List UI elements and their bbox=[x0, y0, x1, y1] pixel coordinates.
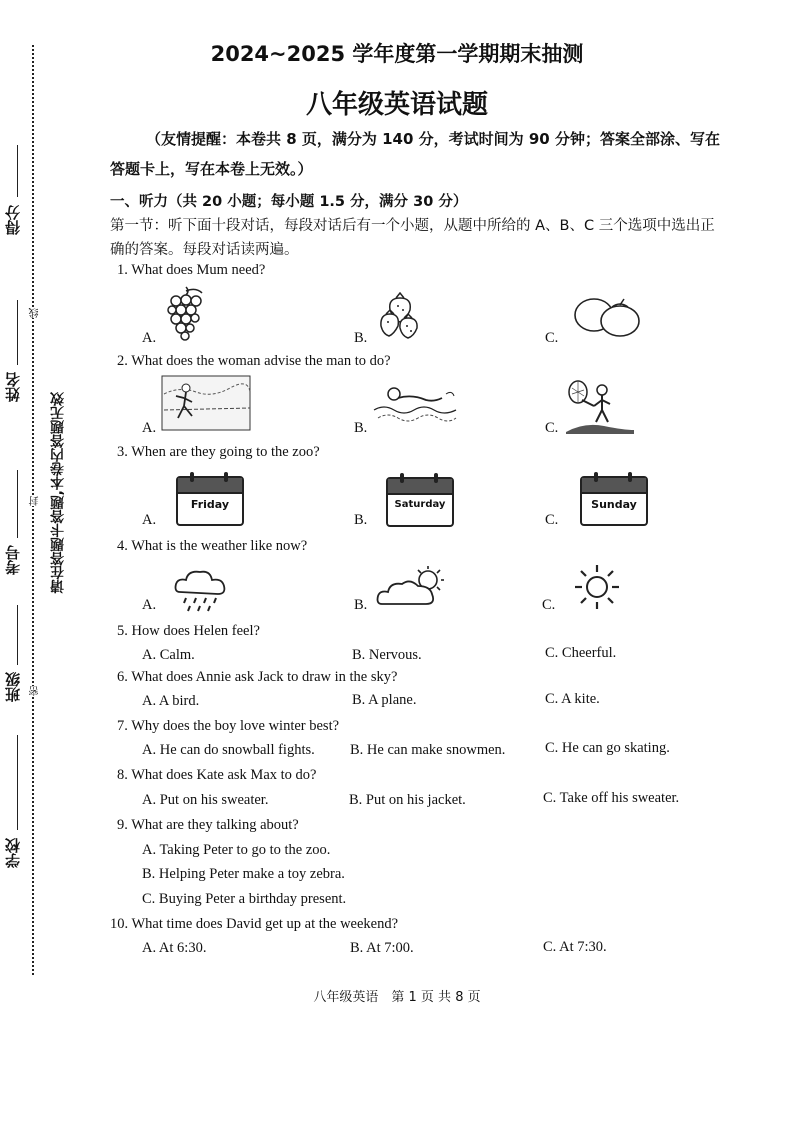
q6-option-b: B. A plane. bbox=[352, 692, 417, 708]
sun-icon bbox=[570, 562, 624, 612]
partly-cloudy-icon bbox=[376, 564, 448, 610]
q5-option-a: A. Calm. bbox=[142, 647, 195, 663]
question-5: 5. How does Helen feel? bbox=[117, 623, 260, 639]
class-label: 班级 bbox=[4, 672, 22, 702]
q8-option-a: A. Put on his sweater. bbox=[142, 792, 269, 808]
q3-option-b-label: B. bbox=[354, 512, 368, 528]
q1-option-a-label: A. bbox=[142, 330, 157, 346]
question-8: 8. What does Kate ask Max to do? bbox=[117, 767, 317, 783]
question-7: 7. Why does the boy love winter best? bbox=[117, 718, 340, 734]
name-line bbox=[17, 300, 18, 365]
q5-option-b: B. Nervous. bbox=[352, 647, 422, 663]
calendar-day-sunday: Sunday bbox=[591, 498, 637, 511]
q5-option-c: C. Cheerful. bbox=[545, 645, 617, 661]
question-1: 1. What does Mum need? bbox=[117, 262, 266, 278]
line-mark: 线 bbox=[30, 308, 41, 318]
q9-option-a: A. Taking Peter to go to the zoo. bbox=[142, 842, 331, 858]
score-line bbox=[17, 145, 18, 197]
rain-cloud-icon bbox=[172, 566, 228, 614]
question-4: 4. What is the weather like now? bbox=[117, 538, 308, 554]
exam-subtitle: 八年级英语试题 bbox=[305, 90, 488, 120]
q9-option-b: B. Helping Peter make a toy zebra. bbox=[142, 866, 345, 882]
warning-text: 请在答题卡答题,本卷内答题无效 bbox=[50, 392, 66, 594]
exam-title: 2024~2025 学年度第一学期期末抽测 bbox=[210, 42, 584, 66]
question-2: 2. What does the woman advise the man to do? bbox=[117, 353, 391, 369]
school-line bbox=[17, 735, 18, 830]
q9-option-c: C. Buying Peter a birthday present. bbox=[142, 891, 347, 907]
q10-option-b: B. At 7:00. bbox=[350, 940, 414, 956]
exam-no-label: 考号 bbox=[4, 545, 22, 575]
q3-option-a-label: A. bbox=[142, 512, 157, 528]
question-6: 6. What does Annie ask Jack to draw in the sky? bbox=[117, 669, 398, 685]
class-line bbox=[17, 605, 18, 665]
exam-no-line bbox=[17, 470, 18, 538]
q4-option-a-label: A. bbox=[142, 597, 157, 613]
q6-option-a: A. A bird. bbox=[142, 693, 200, 709]
calendar-saturday-icon bbox=[386, 477, 454, 527]
q4-option-b-label: B. bbox=[354, 597, 368, 613]
q10-option-a: A. At 6:30. bbox=[142, 940, 207, 956]
strawberries-icon bbox=[378, 292, 422, 340]
q6-option-c: C. A kite. bbox=[545, 691, 600, 707]
q8-option-c: C. Take off his sweater. bbox=[543, 790, 680, 806]
calendar-sunday-icon bbox=[580, 476, 648, 526]
q7-option-c: C. He can go skating. bbox=[545, 740, 670, 756]
q7-option-a: A. He can do snowball fights. bbox=[142, 742, 315, 758]
binding-dotted-line bbox=[32, 45, 34, 975]
calendar-day-friday: Friday bbox=[190, 498, 230, 511]
q1-option-b-label: B. bbox=[354, 330, 368, 346]
calendar-friday-icon bbox=[176, 476, 244, 526]
running-icon bbox=[160, 374, 252, 432]
q1-option-c-label: C. bbox=[545, 330, 559, 346]
tomatoes-icon bbox=[572, 295, 644, 339]
part1-instructions: 第一节：听下面十段对话，每段对话后有一个小题，从题中所给的 A、B、C 三个选项中选出正确的答案。每段对话读两遍。 bbox=[110, 218, 715, 258]
q2-option-a-label: A. bbox=[142, 420, 157, 436]
question-3: 3. When are they going to the zoo? bbox=[117, 444, 320, 460]
q7-option-b: B. He can make snowmen. bbox=[350, 742, 506, 758]
swimming-icon bbox=[372, 384, 458, 428]
q8-option-b: B. Put on his jacket. bbox=[349, 792, 466, 808]
q2-option-c-label: C. bbox=[545, 420, 559, 436]
tennis-icon bbox=[564, 378, 636, 434]
close-mark: 密 bbox=[30, 686, 41, 696]
question-10: 10. What time does David get up at the weekend? bbox=[110, 916, 399, 932]
notice-text: （友情提醒：本卷共 8 页，满分为 140 分，考试时间为 90 分钟；答案全部涂、写在答题卡上，写在本卷上无效。） bbox=[110, 130, 720, 178]
q2-option-b-label: B. bbox=[354, 420, 368, 436]
seal-mark: 封 bbox=[30, 496, 41, 506]
name-label: 姓名 bbox=[4, 372, 22, 402]
q10-option-c: C. At 7:30. bbox=[543, 939, 607, 955]
q4-option-c-label: C. bbox=[542, 597, 556, 613]
q3-option-c-label: C. bbox=[545, 512, 559, 528]
score-label: 得分 bbox=[4, 205, 22, 235]
section-title: 一、听力（共 20 小题；每小题 1.5 分，满分 30 分） bbox=[110, 194, 468, 210]
school-label: 学校 bbox=[4, 838, 22, 868]
page-footer: 八年级英语 第 1 页 共 8 页 bbox=[313, 990, 481, 1005]
calendar-day-saturday: Saturday bbox=[394, 499, 446, 510]
grapes-icon bbox=[162, 285, 208, 341]
question-9: 9. What are they talking about? bbox=[117, 817, 299, 833]
